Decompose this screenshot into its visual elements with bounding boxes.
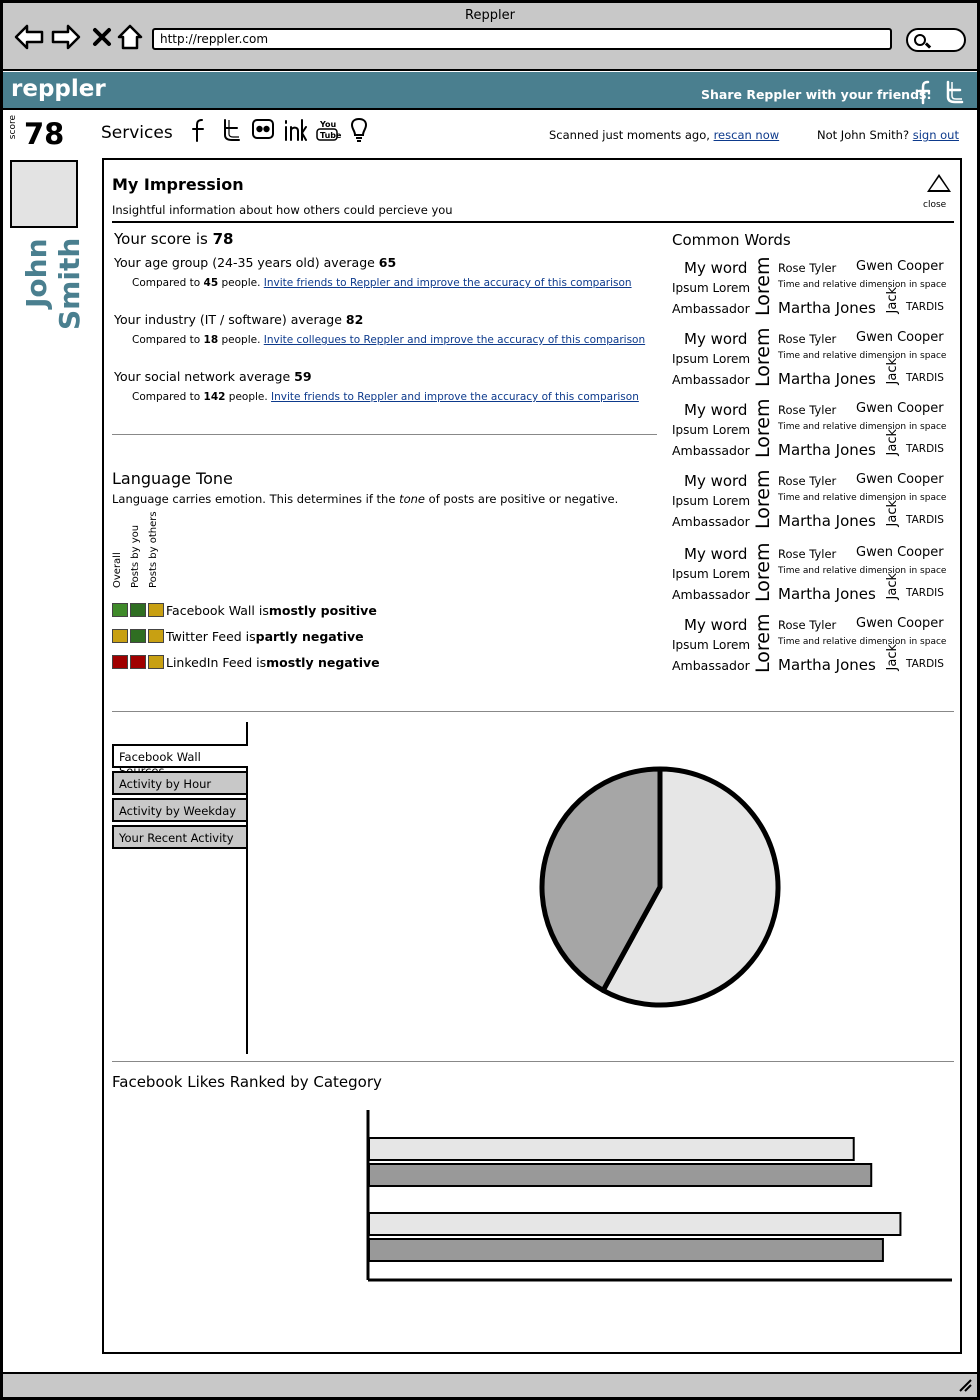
svg-text:Tube: Tube bbox=[320, 131, 342, 140]
word-gwen-cooper: Gwen Cooper bbox=[856, 259, 944, 274]
bar[interactable] bbox=[369, 1213, 900, 1235]
word-ipsum-lorem: Ipsum Lorem bbox=[672, 281, 751, 295]
word-gwen-cooper: Gwen Cooper bbox=[856, 330, 944, 345]
word-cloud bbox=[672, 545, 957, 611]
pie-chart bbox=[530, 760, 790, 1020]
word-gwen-cooper: Gwen Cooper bbox=[856, 472, 944, 487]
rescan-link[interactable]: rescan now bbox=[713, 128, 780, 142]
close-label[interactable]: close bbox=[923, 200, 947, 210]
tone-row bbox=[112, 602, 377, 618]
word-rose-tyler: Rose Tyler bbox=[778, 474, 837, 488]
account-status bbox=[817, 128, 959, 142]
column-label-posts-by-you: Posts by you bbox=[130, 524, 141, 588]
score-label: score bbox=[8, 115, 18, 140]
word-martha-jones: Martha Jones bbox=[778, 585, 876, 603]
bar-chart bbox=[360, 1105, 960, 1287]
tone-label: Twitter Feed is bbox=[166, 628, 256, 644]
word-time-and-relative: Time and relative dimension in space bbox=[778, 351, 947, 361]
word-tardis: TARDIS bbox=[906, 372, 944, 384]
impression-title: My Impression bbox=[112, 175, 244, 194]
word-ipsum-lorem: Ipsum Lorem bbox=[672, 352, 751, 366]
word-lorem: Lorem bbox=[752, 470, 774, 530]
tone-desc-text: of posts are positive or negative. bbox=[425, 492, 619, 506]
word-my-word: My word bbox=[684, 259, 748, 277]
impression-subtitle: Insightful information about how others could percieve you bbox=[112, 203, 453, 217]
stat-label: Your social network average bbox=[114, 369, 295, 384]
word-gwen-cooper: Gwen Cooper bbox=[856, 401, 944, 416]
svg-text:You: You bbox=[320, 120, 337, 129]
word-ambassador: Ambassador bbox=[672, 658, 750, 673]
word-time-and-relative: Time and relative dimension in space bbox=[778, 637, 947, 647]
word-ipsum-lorem: Ipsum Lorem bbox=[672, 423, 751, 437]
tone-label: Facebook Wall is bbox=[166, 602, 269, 618]
word-cloud bbox=[672, 616, 957, 682]
word-lorem: Lorem bbox=[752, 614, 774, 674]
compare-count: 142 bbox=[203, 391, 226, 403]
collapse-icon[interactable] bbox=[927, 174, 951, 192]
your-score-value: 78 bbox=[212, 230, 234, 248]
word-gwen-cooper: Gwen Cooper bbox=[856, 545, 944, 560]
stat-row bbox=[114, 255, 396, 270]
resize-grip-icon[interactable] bbox=[958, 1378, 972, 1396]
lightbulb-icon[interactable] bbox=[349, 117, 369, 145]
word-jack: Jack bbox=[885, 573, 900, 600]
back-arrow-icon[interactable] bbox=[14, 22, 44, 52]
word-tardis: TARDIS bbox=[906, 514, 944, 526]
address-bar[interactable]: http://reppler.com bbox=[152, 28, 892, 50]
comparison-note bbox=[132, 334, 645, 346]
tone-desc-emphasis: tone bbox=[399, 492, 426, 506]
word-cloud bbox=[672, 330, 957, 396]
common-words-title: Common Words bbox=[672, 231, 791, 249]
avatar[interactable] bbox=[10, 160, 78, 228]
word-rose-tyler: Rose Tyler bbox=[778, 547, 837, 561]
tab-facebook-wall-sources[interactable]: Facebook Wall bbox=[112, 744, 248, 768]
tone-indicator bbox=[130, 655, 146, 669]
compare-suffix: people. bbox=[225, 391, 272, 403]
stat-row bbox=[114, 369, 312, 384]
stat-label: Your industry (IT / software) average bbox=[114, 312, 346, 327]
sign-out-link[interactable]: sign out bbox=[912, 128, 959, 142]
word-tardis: TARDIS bbox=[906, 587, 944, 599]
word-ambassador: Ambassador bbox=[672, 443, 750, 458]
compare-suffix: people. bbox=[218, 334, 264, 346]
word-my-word: My word bbox=[684, 472, 748, 490]
your-score bbox=[114, 230, 234, 248]
compare-count: 45 bbox=[203, 277, 219, 289]
divider bbox=[112, 221, 954, 223]
word-jack: Jack bbox=[885, 358, 900, 385]
tone-row bbox=[112, 628, 364, 644]
word-cloud bbox=[672, 472, 957, 538]
tone-desc-text: Language carries emotion. This determines if the bbox=[112, 492, 400, 506]
compare-count: 18 bbox=[203, 334, 219, 346]
tone-indicator bbox=[148, 603, 164, 617]
not-user-text: Not John Smith? bbox=[817, 128, 913, 142]
compare-prefix: Compared to bbox=[132, 391, 204, 403]
tone-indicator bbox=[112, 629, 128, 643]
tone-verdict: mostly positive bbox=[268, 602, 377, 618]
tab-your-recent-activity[interactable]: Your Recent Activity bbox=[112, 825, 248, 849]
word-gwen-cooper: Gwen Cooper bbox=[856, 616, 944, 631]
word-my-word: My word bbox=[684, 401, 748, 419]
logo[interactable]: reppler bbox=[11, 76, 106, 102]
share-text: Share Reppler with your friends: bbox=[701, 87, 932, 102]
word-lorem: Lorem bbox=[752, 399, 774, 459]
scan-status bbox=[549, 128, 779, 142]
tone-indicator bbox=[148, 629, 164, 643]
divider bbox=[112, 434, 657, 435]
word-rose-tyler: Rose Tyler bbox=[778, 618, 837, 632]
youtube-icon[interactable] bbox=[315, 117, 342, 145]
stat-value: 65 bbox=[378, 255, 397, 270]
word-lorem: Lorem bbox=[752, 543, 774, 603]
invite-link[interactable]: Invite friends to Reppler and improve the accuracy of this comparison bbox=[271, 391, 639, 403]
stat-value: 59 bbox=[294, 369, 312, 384]
word-my-word: My word bbox=[684, 616, 748, 634]
home-icon[interactable] bbox=[115, 22, 145, 52]
tone-indicator bbox=[112, 603, 128, 617]
tone-verdict: mostly negative bbox=[266, 654, 380, 670]
word-jack: Jack bbox=[885, 287, 900, 314]
flickr-icon[interactable] bbox=[251, 117, 275, 145]
word-cloud bbox=[672, 259, 957, 325]
tone-description bbox=[112, 492, 618, 506]
word-time-and-relative: Time and relative dimension in space bbox=[778, 566, 947, 576]
word-tardis: TARDIS bbox=[906, 658, 944, 670]
score-number: 78 bbox=[24, 117, 65, 151]
compare-prefix: Compared to bbox=[132, 334, 204, 346]
word-rose-tyler: Rose Tyler bbox=[778, 403, 837, 417]
twitter-icon[interactable] bbox=[943, 79, 965, 105]
tone-indicator bbox=[130, 629, 146, 643]
tab-activity-by-hour[interactable]: Activity by Hour bbox=[112, 771, 248, 795]
word-time-and-relative: Time and relative dimension in space bbox=[778, 280, 947, 290]
word-my-word: My word bbox=[684, 545, 748, 563]
window-title: Reppler bbox=[465, 8, 515, 23]
facebook-icon[interactable] bbox=[190, 117, 208, 145]
browser-search[interactable] bbox=[906, 28, 966, 52]
invite-link[interactable]: Invite collegues to Reppler and improve the accuracy of this comparison bbox=[263, 334, 646, 346]
linkedin-icon[interactable] bbox=[283, 117, 307, 145]
word-lorem: Lorem bbox=[752, 257, 774, 317]
services-label: Services bbox=[101, 123, 173, 143]
tone-indicator bbox=[112, 655, 128, 669]
tone-label: LinkedIn Feed is bbox=[166, 654, 267, 670]
word-rose-tyler: Rose Tyler bbox=[778, 261, 837, 275]
word-martha-jones: Martha Jones bbox=[778, 512, 876, 530]
word-lorem: Lorem bbox=[752, 328, 774, 388]
word-martha-jones: Martha Jones bbox=[778, 441, 876, 459]
divider bbox=[112, 1061, 954, 1062]
stat-label: Your age group (24-35 years old) average bbox=[114, 255, 379, 270]
bar[interactable] bbox=[369, 1138, 854, 1160]
tone-row bbox=[112, 654, 380, 670]
word-jack: Jack bbox=[885, 429, 900, 456]
fb-likes-title: Facebook Likes Ranked by Category bbox=[112, 1073, 382, 1091]
app-header bbox=[3, 72, 977, 110]
forward-arrow-icon[interactable] bbox=[51, 22, 81, 52]
column-label-posts-by-others: Posts by others bbox=[148, 511, 159, 588]
word-jack: Jack bbox=[885, 644, 900, 671]
bar[interactable] bbox=[369, 1239, 883, 1261]
comparison-note bbox=[132, 277, 632, 289]
word-time-and-relative: Time and relative dimension in space bbox=[778, 493, 947, 503]
word-ambassador: Ambassador bbox=[672, 372, 750, 387]
bar[interactable] bbox=[369, 1164, 871, 1186]
invite-link[interactable]: Invite friends to Reppler and improve the accuracy of this comparison bbox=[263, 277, 632, 289]
twitter-icon[interactable] bbox=[220, 117, 242, 145]
word-tardis: TARDIS bbox=[906, 301, 944, 313]
tone-indicator bbox=[148, 655, 164, 669]
column-label-overall: Overall bbox=[112, 552, 123, 588]
word-tardis: TARDIS bbox=[906, 443, 944, 455]
stat-row bbox=[114, 312, 363, 327]
tone-verdict: partly negative bbox=[255, 628, 364, 644]
word-martha-jones: Martha Jones bbox=[778, 299, 876, 317]
tone-indicator bbox=[130, 603, 146, 617]
word-ipsum-lorem: Ipsum Lorem bbox=[672, 638, 751, 652]
user-name: John Smith bbox=[20, 238, 86, 331]
word-time-and-relative: Time and relative dimension in space bbox=[778, 422, 947, 432]
word-ambassador: Ambassador bbox=[672, 301, 750, 316]
stat-value: 82 bbox=[345, 312, 364, 327]
close-x-icon[interactable] bbox=[87, 22, 117, 52]
scan-status-text: Scanned just moments ago, bbox=[549, 128, 714, 142]
word-ambassador: Ambassador bbox=[672, 587, 750, 602]
word-ipsum-lorem: Ipsum Lorem bbox=[672, 494, 751, 508]
word-ambassador: Ambassador bbox=[672, 514, 750, 529]
word-my-word: My word bbox=[684, 330, 748, 348]
word-rose-tyler: Rose Tyler bbox=[778, 332, 837, 346]
facebook-icon[interactable] bbox=[914, 79, 936, 105]
divider bbox=[112, 711, 954, 712]
compare-suffix: people. bbox=[218, 277, 264, 289]
word-martha-jones: Martha Jones bbox=[778, 656, 876, 674]
tab-activity-by-weekday[interactable]: Activity by Weekday bbox=[112, 798, 248, 822]
word-martha-jones: Martha Jones bbox=[778, 370, 876, 388]
your-score-label: Your score is bbox=[114, 230, 213, 248]
word-jack: Jack bbox=[885, 500, 900, 527]
tone-title: Language Tone bbox=[112, 469, 233, 488]
word-cloud bbox=[672, 401, 957, 467]
compare-prefix: Compared to bbox=[132, 277, 204, 289]
word-ipsum-lorem: Ipsum Lorem bbox=[672, 567, 751, 581]
comparison-note bbox=[132, 391, 639, 403]
status-bar bbox=[3, 1372, 977, 1397]
